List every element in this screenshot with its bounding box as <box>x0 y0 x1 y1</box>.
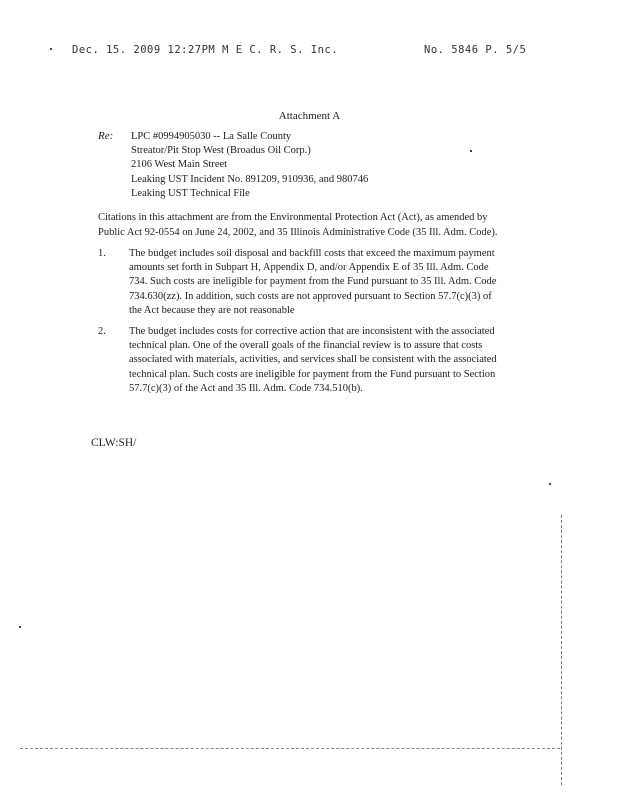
list-item-text: The budget includes costs for corrective action that are inconsistent with the associated technical plan. One of the overall goals of the financial review is to assure that costs associated with materials, activities, and services shall be consistent with the associated technical plan. Such costs are ineligible for payment from the Fund pursuant to Section 57.7(c)(3) of the Act and 35 Ill. Adm. Code 734.510(b). <box>129 326 497 394</box>
scan-artifact-bottom-line <box>20 748 560 749</box>
author-initials: CLW:SH/ <box>91 437 137 449</box>
scan-speck <box>19 626 21 628</box>
citation-paragraph: Citations in this attachment are from the Environmental Protection Act (Act), as amended by Public Act 92-0554 on June 24, 2002, and 35 Illinois Administrative Code (35 Ill. Adm. Code). <box>98 212 498 238</box>
re-line-lpc: LPC #0994905030 -- La Salle County <box>131 131 292 142</box>
scan-artifact-right-line <box>561 515 562 785</box>
re-line-address: 2106 West Main Street <box>131 159 228 171</box>
attachment-title <box>0 110 619 122</box>
list-item-text: The budget includes soil disposal and backfill costs that exceed the maximum payment amounts set forth in Subpart H, Appendix D, and/or Appendix E of 35 Ill. Adm. Code 734. Such costs are ineligible for payment from the Fund pursuant to 35 Ill. Adm. Code 734.630(zz). In addition, such costs are not approved pursuant to Section 57.7(c)(3) of the Act because they are not reasonable <box>129 248 497 316</box>
fax-header-right: No. 5846 P. 5/5 <box>424 44 527 56</box>
re-line-site: Streator/Pit Stop West (Broadus Oil Corp.) <box>131 145 311 157</box>
scan-speck <box>470 150 472 152</box>
re-block <box>131 130 368 201</box>
list-item-number: 1. <box>98 248 106 259</box>
fax-header-left: Dec. 15. 2009 12:27PM M E C. R. S. Inc. <box>72 44 339 56</box>
scan-speck <box>50 48 52 50</box>
re-label: Re: <box>98 130 114 142</box>
attachment-title-text: Attachment A <box>278 110 341 122</box>
scan-speck <box>549 483 551 485</box>
re-line-file: Leaking UST Technical File <box>131 187 250 199</box>
re-line-incident: Leaking UST Incident No. 891209, 910936, and 980746 <box>131 173 369 185</box>
list-item-number: 2. <box>98 326 106 337</box>
